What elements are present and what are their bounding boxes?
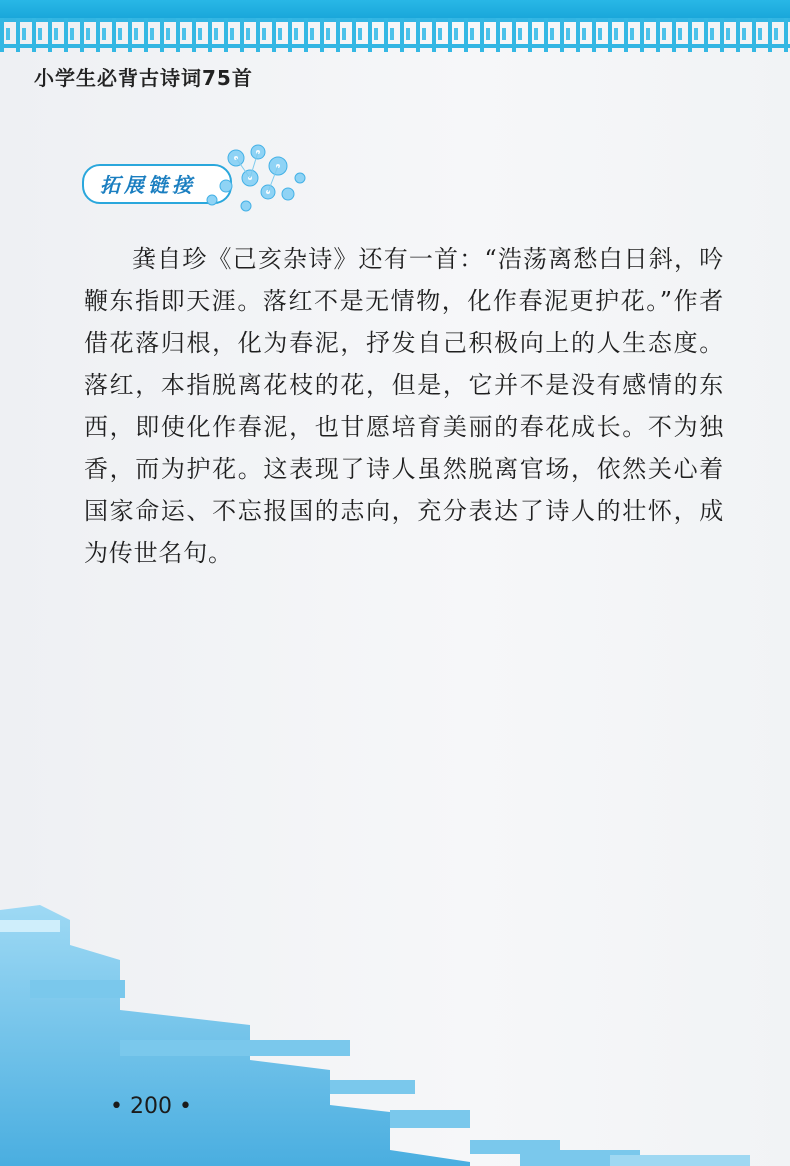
lattice-pattern [0,28,790,40]
article-paragraph: 龚自珍《己亥杂诗》还有一首：“浩荡离愁白日斜，吟鞭东指即天涯。落红不是无情物，化作春泥更护花。”作者借花落归根，化为春泥，抒发自己积极向上的人生态度。落红，本指脱离花枝的花，但是，它并不是没有感情的东西，即使化作春泥，也甘愿培育美丽的春花成长。不为独香，而为护花。这表现了诗人虽然脱离官场，依然关心着国家命运、不忘报国的志向，充分表达了诗人的壮怀，成为传世名句。 [84,245,724,567]
page-number: • 200 • [110,1094,192,1119]
flower-cluster-icon [196,128,316,228]
top-decorative-band [0,0,790,18]
banner-label: 拓展链接 [100,173,196,197]
book-title: 小学生必背古诗词75首 [34,66,253,90]
